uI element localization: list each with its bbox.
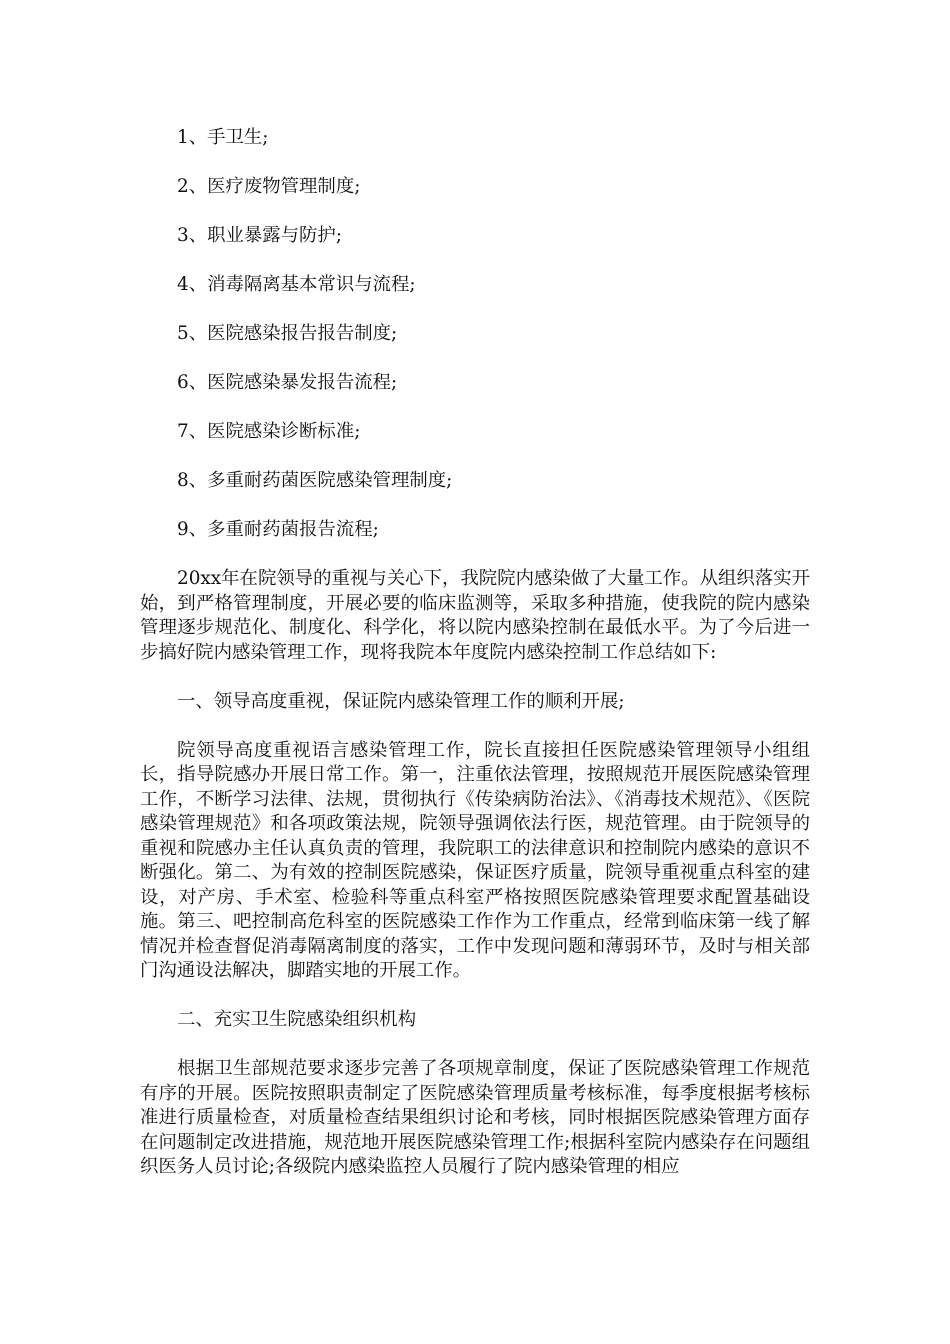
intro-paragraph: 20xx年在院领导的重视与关心下，我院院内感染做了大量工作。从组织落实开始，到严格管理制度，开展必要的临床监测等，采取多种措施，使我院的院内感染管理逐步规范化、制度化、科学化，将以院内感染控制在最低水平。为了今后进一步搞好院内感染管理工作，现将我院本年度院内感染控制工作总结如下: [140,568,810,663]
section-body-1: 院领导高度重视语言感染管理工作，院长直接担任医院感染管理领导小组组长，指导院感办开展日常工作。第一，注重依法管理，按照规范开展医院感染管理工作，不断学习法律、法规，贯彻执行《传染病防治法》、《消毒技术规范》、《医院感染管理规范》和各项政策法规，院领导强调依法行医，规范管理。由于院领导的重视和院感办主任认真负责的管理，我院职工的法律意识和控制院内感染的意识不断强化。第二、为有效的控制医院感染，保证医疗质量，院领导重视重点科室的建设，对产房、手术室、检验科等重点科室严格按照医院感染管理要求配置基础设施。第三、吧控制高危科室的医院感染工作作为工作重点，经常到临床第一线了解情况并检查督促消毒隔离制度的落实，工作中发现问题和薄弱环节，及时与相关部门沟通设法解决，脚踏实地的开展工作。 [140,739,810,981]
list-item: 3、职业暴露与防护; [177,225,343,246]
list-item: 4、消毒隔离基本常识与流程; [177,274,416,295]
section-heading-1: 一、领导高度重视，保证院内感染管理工作的顺利开展; [177,690,625,712]
training-list [140,126,810,543]
list-item: 2、医疗废物管理制度; [177,176,361,197]
section-heading-2: 二、充实卫生院感染组织机构 [177,1009,417,1030]
list-item: 7、医院感染诊断标准; [177,421,361,442]
list-item: 8、多重耐药菌医院感染管理制度; [177,470,453,491]
list-item: 5、医院感染报告报告制度; [177,323,398,344]
list-item: 9、多重耐药菌报告流程; [177,519,379,540]
list-item: 6、医院感染暴发报告流程; [177,372,398,393]
list-item: 1、手卫生; [177,127,269,148]
document-page [140,126,810,1204]
section-body-2: 根据卫生部规范要求逐步完善了各项规章制度，保证了医院感染管理工作规范有序的开展。医院按照职责制定了医院感染管理质量考核标准，每季度根据考核标准进行质量检查，对质量检查结果组织讨论和考核，同时根据医院感染管理方面存在问题制定改进措施，规范地开展医院感染管理工作;根据科室院内感染存在问题组织医务人员讨论;各级院内感染监控人员履行了院内感染管理的相应 [140,1058,810,1177]
